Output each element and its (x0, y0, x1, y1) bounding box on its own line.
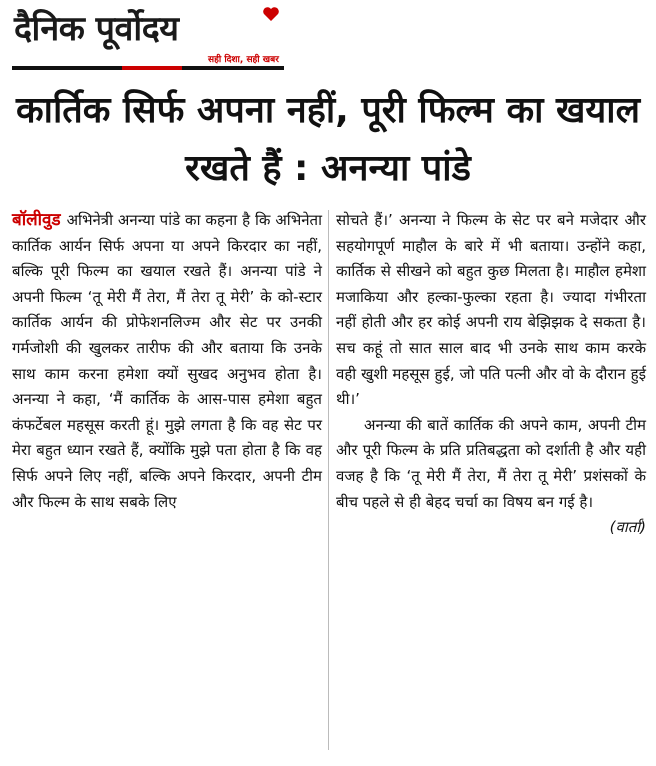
article-headline: कार्तिक सिर्फ अपना नहीं, पूरी फिल्म का खयाल रखते हैं : अनन्या पांडे (15, 90, 641, 189)
article-column-right (336, 208, 646, 541)
article-body-right-p1: सोचते हैं।’ अनन्या ने फिल्म के सेट पर बने मजेदार और सहयोगपूर्ण माहौल के बारे में भी बताया। उन्होंने कहा, कार्तिक से सीखने को बहुत कुछ मिलता है। माहौल हमेशा मजाकिया और हल्का-फुल्का रहता है। ज्यादा गंभीरता नहीं होती और हर कोई अपनी राय बेझिझक दे सकता है। सच कहूं तो सात साल बाद भी उनके साथ काम करके वही खुशी महसूस हुई, जो पति पत्नी और वो के दौरान हुई थी।’ (336, 211, 646, 409)
newspaper-tagline: सही दिशा, सही खबर (208, 55, 279, 65)
article-credit: (वार्ता) (609, 518, 646, 537)
article-paragraph-2 (336, 413, 646, 537)
article-body-right-p2: अनन्या की बातें कार्तिक की अपने काम, अपनी टीम और पूरी फिल्म के प्रति प्रतिबद्धता को दर्शाती है और यही वजह है कि ‘तू मेरी मैं तेरा, मैं तेरा तू मेरी’ प्रशंसकों के बीच पहले से ही बेहद चर्चा का विषय बन गई है। (336, 415, 646, 511)
masthead (12, 0, 282, 74)
newspaper-title: दैनिक पूर्वोदय (14, 9, 179, 49)
article-dateline: बॉलीवुड (12, 210, 61, 230)
masthead-rule-accent (122, 66, 182, 70)
column-divider (328, 210, 329, 750)
article-body-left: अभिनेत्री अनन्या पांडे का कहना है कि अभिनेता कार्तिक आर्यन सिर्फ अपना या अपने किरदार का नहीं, बल्कि पूरी फिल्म का खयाल रखते हैं। अनन्या पांडे ने अपनी फिल्म ‘तू मेरी मैं तेरा, मैं तेरा तू मेरी’ के को-स्टार कार्तिक आर्यन की प्रोफेशनलिज्म और सेट पर उनकी गर्मजोशी की खुलकर तारीफ की और बताया कि उनके साथ काम करना हमेशा क्यों सुखद अनुभव होता है। अनन्या ने कहा, ‘मैं कार्तिक के आस-पास हमेशा बहुत कंफर्टेबल महसूस करती हूं। मुझे लगता है कि वह सेट पर मेरा बहुत ध्यान रखते हैं, क्योंकि मुझे पता होता है कि वह सिर्फ अपने लिए नहीं, बल्कि अपने किरदार, अपनी टीम और फिल्म के साथ सबके लिए (12, 211, 322, 511)
article-column-left (12, 208, 322, 515)
heart-logo-icon (262, 6, 280, 22)
article-paragraph (12, 208, 322, 515)
